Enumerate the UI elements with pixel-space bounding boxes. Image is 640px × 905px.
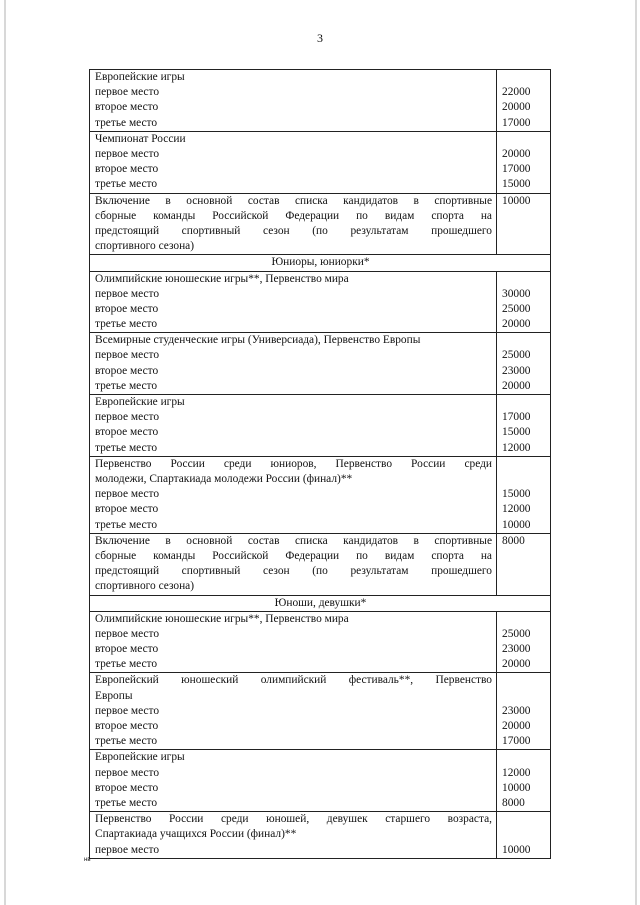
- page-number: 3: [317, 31, 323, 45]
- description-cell: [90, 70, 497, 132]
- amount-cell: [497, 456, 551, 533]
- amount-cell: [497, 395, 551, 457]
- group-title-line: Первенство России среди юниоров, Первенство России среди: [95, 457, 492, 470]
- amount-value: 15000: [502, 178, 531, 191]
- amount-cell: [497, 611, 551, 673]
- amount-cell: [497, 333, 551, 395]
- place-label: первое место: [95, 843, 160, 856]
- page-edge-right: [635, 0, 637, 905]
- criteria-line: спортивного сезона): [95, 240, 195, 253]
- place-label: второе место: [95, 503, 159, 516]
- amount-value: 20000: [502, 720, 531, 733]
- description-cell: [90, 131, 497, 193]
- amount-value: 20000: [502, 379, 531, 392]
- amount-value: 20000: [502, 147, 531, 160]
- description-cell: [90, 673, 497, 750]
- section-row: [90, 595, 551, 611]
- awards-table-body: [90, 70, 551, 859]
- amount-value: 8000: [502, 534, 525, 547]
- amount-spacer: [502, 70, 546, 85]
- table-row: [90, 70, 551, 132]
- amount-spacer: [502, 457, 546, 472]
- description-cell: [90, 333, 497, 395]
- criteria-line: предстоящий спортивный сезон (по результатам прошедшего: [95, 565, 492, 578]
- table-row: [90, 673, 551, 750]
- group-title: Европейские игры: [95, 396, 185, 408]
- table-row: [90, 193, 551, 255]
- table-row: [90, 533, 551, 595]
- place-label: третье место: [95, 658, 158, 671]
- group-title-line: Европы: [95, 689, 133, 702]
- table-row: [90, 395, 551, 457]
- amount-cell: [497, 70, 551, 132]
- place-label: первое место: [95, 627, 160, 640]
- place-label: первое место: [95, 147, 160, 160]
- place-label: третье место: [95, 796, 158, 809]
- amount-value: 10000: [502, 781, 531, 794]
- criteria-line: сборные команды Российской Федерации по видам спорта на: [95, 549, 492, 562]
- table-row: [90, 750, 551, 812]
- amount-value: 22000: [502, 86, 531, 99]
- place-label: первое место: [95, 411, 160, 424]
- amount-value: 20000: [502, 101, 531, 114]
- place-label: второе место: [95, 302, 159, 315]
- place-label: третье место: [95, 441, 158, 454]
- table-row: [90, 812, 551, 859]
- amount-value: 17000: [502, 735, 531, 748]
- amount-spacer: [502, 272, 546, 287]
- amount-cell: [497, 271, 551, 333]
- description-cell: [90, 750, 497, 812]
- place-label: первое место: [95, 349, 160, 362]
- place-label: второе место: [95, 364, 159, 377]
- amount-value: 25000: [502, 302, 531, 315]
- amount-value: 10000: [502, 518, 531, 531]
- table-row: [90, 611, 551, 673]
- criteria-line: Включение в основной состав списка кандидатов в спортивные: [95, 534, 492, 547]
- description-cell: [90, 395, 497, 457]
- place-label: второе место: [95, 101, 159, 114]
- amount-cell: [497, 750, 551, 812]
- place-label: второе место: [95, 781, 159, 794]
- amount-value: 12000: [502, 503, 531, 516]
- amount-spacer: [502, 333, 546, 348]
- group-title: Европейские игры: [95, 71, 185, 83]
- amount-value: 20000: [502, 318, 531, 331]
- description-cell: [90, 193, 497, 255]
- criteria-line: предстоящий спортивный сезон (по результатам прошедшего: [95, 224, 492, 237]
- amount-cell: [497, 193, 551, 255]
- place-label: третье место: [95, 735, 158, 748]
- place-label: второе место: [95, 643, 159, 656]
- amount-value: 12000: [502, 766, 531, 779]
- place-label: первое место: [95, 704, 160, 717]
- table-row: [90, 456, 551, 533]
- criteria-line: спортивного сезона): [95, 580, 195, 593]
- amount-value: 23000: [502, 704, 531, 717]
- criteria-line: Включение в основной состав списка кандидатов в спортивные: [95, 194, 492, 207]
- amount-value: 20000: [502, 658, 531, 671]
- amount-value: 12000: [502, 441, 531, 454]
- footer-mark: нв: [84, 857, 91, 863]
- amount-value: 23000: [502, 643, 531, 656]
- amount-value: 15000: [502, 426, 531, 439]
- place-label: первое место: [95, 86, 160, 99]
- amount-cell: [497, 812, 551, 859]
- table-row: [90, 131, 551, 193]
- amount-value: 25000: [502, 349, 531, 362]
- amount-value: 17000: [502, 163, 531, 176]
- description-cell: [90, 533, 497, 595]
- group-title: Олимпийские юношеские игры**, Первенство мира: [95, 272, 349, 285]
- amount-spacer: [502, 472, 546, 487]
- place-label: второе место: [95, 426, 159, 439]
- amount-value: 30000: [502, 287, 531, 300]
- place-label: третье место: [95, 116, 158, 129]
- amount-value: 10000: [502, 194, 531, 207]
- description-cell: [90, 812, 497, 859]
- section-row: [90, 255, 551, 271]
- table-row: [90, 271, 551, 333]
- awards-table: [89, 69, 551, 859]
- description-cell: [90, 611, 497, 673]
- table-row: [90, 333, 551, 395]
- group-title: Европейские игры: [95, 751, 185, 764]
- amount-spacer: [502, 689, 546, 704]
- place-label: первое место: [95, 766, 160, 779]
- amount-spacer: [502, 812, 546, 827]
- group-title-line: молодежи, Спартакиада молодежи России (финал)**: [95, 472, 353, 485]
- place-label: первое место: [95, 287, 160, 300]
- place-label: третье место: [95, 379, 158, 392]
- group-title: Олимпийские юношеские игры**, Первенство мира: [95, 612, 349, 625]
- amount-value: 17000: [502, 411, 531, 424]
- amount-value: 8000: [502, 796, 525, 809]
- amount-spacer: [502, 132, 546, 147]
- amount-value: 25000: [502, 627, 531, 640]
- place-label: второе место: [95, 720, 159, 733]
- group-title-line: Спартакиада учащихся России (финал)**: [95, 828, 297, 841]
- place-label: третье место: [95, 318, 158, 331]
- amount-value: 23000: [502, 364, 531, 377]
- section-heading: Юноши, девушки*: [90, 595, 551, 611]
- page-edge-left: [4, 0, 6, 905]
- group-title: Всемирные студенческие игры (Универсиада), Первенство Европы: [95, 334, 421, 347]
- group-title-line: Первенство России среди юношей, девушек старшего возраста,: [95, 813, 492, 826]
- description-cell: [90, 456, 497, 533]
- place-label: первое место: [95, 488, 160, 501]
- group-title: Чемпионат России: [95, 132, 186, 145]
- section-heading: Юниоры, юниорки*: [90, 255, 551, 271]
- place-label: второе место: [95, 163, 159, 176]
- amount-spacer: [502, 750, 546, 765]
- amount-value: 15000: [502, 488, 531, 501]
- place-label: третье место: [95, 178, 158, 191]
- amount-value: 10000: [502, 843, 531, 856]
- description-cell: [90, 271, 497, 333]
- amount-spacer: [502, 395, 546, 410]
- amount-value: 17000: [502, 116, 531, 129]
- amount-cell: [497, 533, 551, 595]
- amount-cell: [497, 131, 551, 193]
- amount-spacer: [502, 612, 546, 627]
- criteria-line: сборные команды Российской Федерации по видам спорта на: [95, 209, 492, 222]
- place-label: третье место: [95, 518, 158, 531]
- amount-cell: [497, 673, 551, 750]
- amount-spacer: [502, 673, 546, 688]
- amount-spacer: [502, 827, 546, 842]
- group-title-line: Европейский юношеский олимпийский фестиваль**, Первенство: [95, 674, 492, 687]
